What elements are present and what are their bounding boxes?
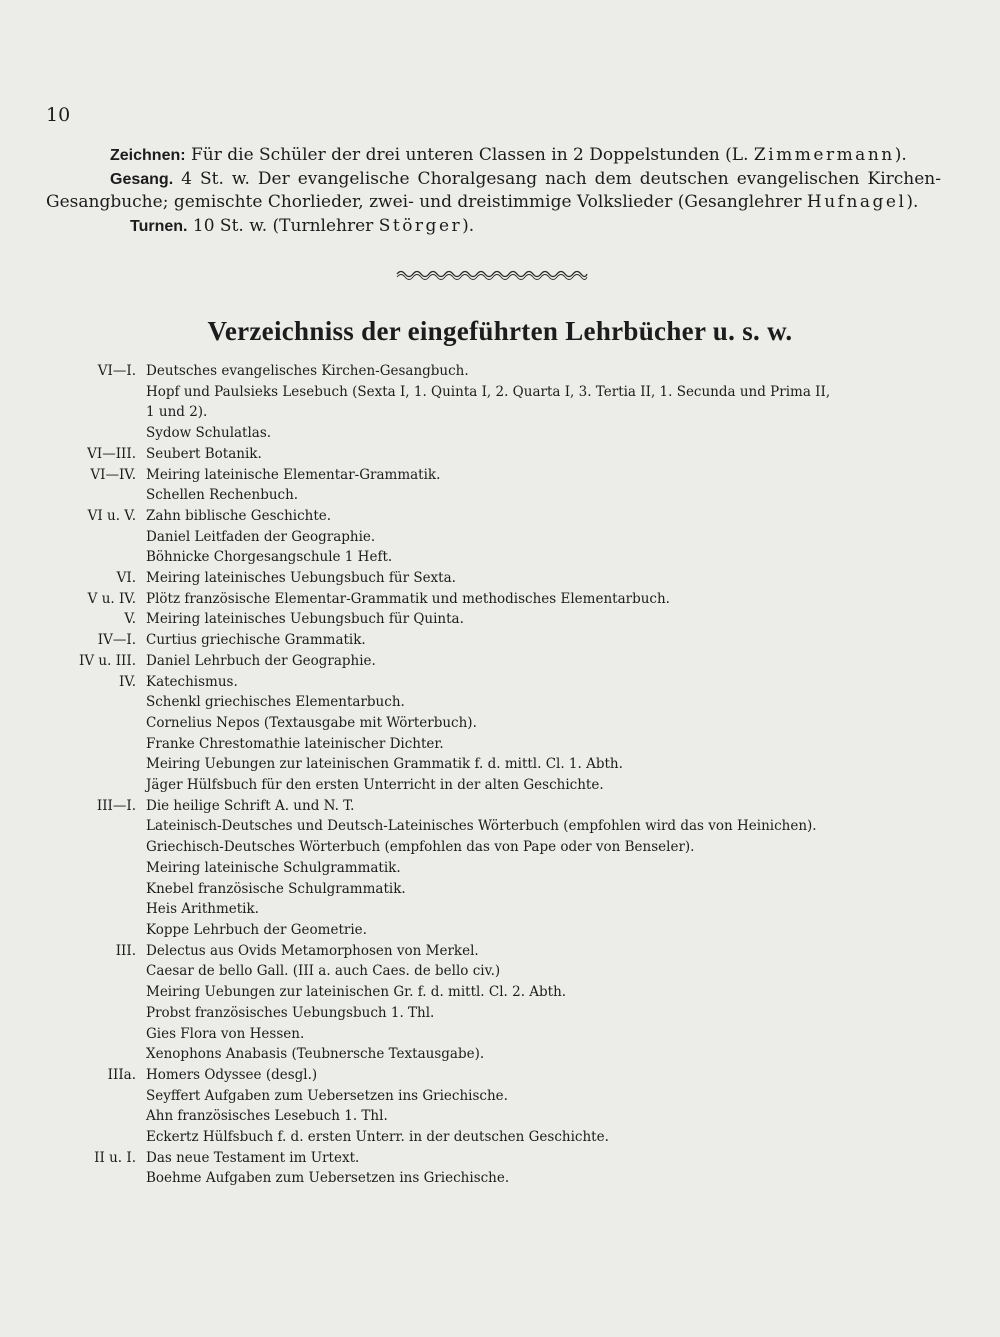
textbook-row	[46, 402, 946, 423]
teacher-zeichnen: Zimmermann	[753, 145, 895, 165]
textbook-row	[46, 1168, 946, 1189]
textbook-row	[46, 423, 946, 444]
textbook-title: Jäger Hülfsbuch für den ersten Unterricht in der alten Geschichte.	[146, 777, 604, 794]
textbook-row	[46, 527, 946, 548]
textbook-row	[46, 816, 946, 837]
textbook-title: Daniel Lehrbuch der Geographie.	[146, 652, 376, 669]
subject-close-turnen: ).	[462, 215, 475, 236]
textbook-row	[46, 1003, 946, 1024]
textbook-row	[46, 692, 946, 713]
textbook-row	[46, 982, 946, 1003]
textbook-row	[46, 1086, 946, 1107]
textbook-title: Hopf und Paulsieks Lesebuch (Sexta I, 1. Quinta I, 2. Quarta I, 3. Tertia II, 1. Secunda und Prima II,	[146, 383, 831, 400]
textbook-row	[46, 1044, 946, 1065]
textbook-row	[46, 713, 946, 734]
textbook-title: Xenophons Anabasis (Teubnersche Textausgabe).	[146, 1046, 485, 1063]
textbook-title: Zahn biblische Geschichte.	[146, 507, 332, 524]
textbook-title: Probst französisches Uebungsbuch 1. Thl.	[146, 1004, 435, 1021]
textbook-title: Plötz französische Elementar-Grammatik und methodisches Elementarbuch.	[146, 590, 670, 607]
textbook-title: Gies Flora von Hessen.	[146, 1025, 305, 1042]
class-range: VI—III.	[87, 445, 136, 462]
textbook-row	[46, 837, 946, 858]
textbook-title: Schenkl griechisches Elementarbuch.	[146, 694, 405, 711]
textbook-title: Meiring Uebungen zur lateinischen Grammatik f. d. mittl. Cl. 1. Abth.	[146, 756, 623, 773]
textbook-row	[46, 589, 946, 610]
textbook-title: Meiring lateinisches Uebungsbuch für Sexta.	[146, 570, 456, 587]
textbook-title: Eckertz Hülfsbuch f. d. ersten Unterr. in der deutschen Geschichte.	[146, 1129, 609, 1146]
textbook-list	[46, 361, 946, 1189]
subject-text-turnen: 10 St. w. (Turnlehrer	[192, 215, 374, 236]
textbook-title: Caesar de bello Gall. (III a. auch Caes. de bello civ.)	[146, 963, 501, 980]
textbook-row	[46, 754, 946, 775]
subject-gesang	[46, 168, 941, 215]
textbook-title: Das neue Testament im Urtext.	[146, 1149, 360, 1166]
textbook-row	[46, 879, 946, 900]
class-range: IV u. III.	[79, 652, 136, 669]
class-range: V u. IV.	[87, 590, 136, 607]
class-range: VI u. V.	[87, 507, 136, 524]
class-range: VI—I.	[97, 363, 136, 379]
textbook-title: Böhnicke Chorgesangschule 1 Heft.	[146, 549, 393, 566]
class-range: IV.	[118, 673, 136, 690]
textbook-row	[46, 920, 946, 941]
textbook-title: Koppe Lehrbuch der Geometrie.	[146, 921, 367, 938]
section-heading: Verzeichniss der eingeführten Lehrbücher u. s. w.	[207, 316, 793, 346]
textbook-title: Ahn französisches Lesebuch 1. Thl.	[146, 1108, 388, 1125]
textbook-title: Knebel französische Schulgrammatik.	[146, 880, 406, 897]
class-range: VI—IV.	[90, 466, 136, 483]
subject-close-gesang: ).	[906, 192, 919, 212]
textbook-row	[46, 941, 946, 962]
subjects-section	[46, 144, 941, 238]
subject-label-turnen: Turnen.	[130, 217, 188, 235]
textbook-row	[46, 1127, 946, 1148]
class-range: V.	[124, 611, 136, 628]
textbook-row	[46, 609, 946, 630]
textbook-title: Curtius griechische Grammatik.	[146, 632, 366, 649]
textbook-row	[46, 630, 946, 651]
subject-text-gesang: 4 St. w. Der evangelische Choralgesang nach dem deutschen evangelischen Kirchen-Gesangbuche; gemischte Chorlieder, zwei- und dreistimmige Volkslieder (Gesanglehrer	[46, 168, 941, 212]
subject-close-zeichnen: ).	[894, 145, 907, 165]
textbook-row	[46, 1148, 946, 1169]
textbook-row	[46, 1024, 946, 1045]
textbook-row	[46, 1065, 946, 1086]
page-number: 10	[46, 104, 71, 126]
class-range: VI.	[116, 570, 136, 587]
textbook-title: Lateinisch-Deutsches und Deutsch-Lateinisches Wörterbuch (empfohlen wird das von Heinichen).	[146, 818, 817, 835]
textbook-row	[46, 506, 946, 527]
textbook-title: Deutsches evangelisches Kirchen-Gesangbuch.	[146, 363, 469, 379]
textbook-title: 1 und 2).	[146, 404, 208, 421]
textbook-row	[46, 672, 946, 693]
textbook-row	[46, 485, 946, 506]
textbook-title: Sydow Schulatlas.	[146, 425, 272, 442]
subject-label-zeichnen: Zeichnen:	[110, 147, 186, 164]
textbook-title: Boehme Aufgaben zum Uebersetzen ins Griechische.	[146, 1170, 510, 1187]
subject-turnen	[46, 215, 941, 239]
textbook-title: Griechisch-Deutsches Wörterbuch (empfohlen das von Pape oder von Benseler).	[146, 839, 695, 856]
class-range: III.	[115, 942, 136, 959]
teacher-gesang: Hufnagel	[806, 192, 907, 212]
textbook-row	[46, 858, 946, 879]
textbook-title: Die heilige Schrift A. und N. T.	[146, 797, 355, 814]
textbook-row	[46, 465, 946, 486]
textbook-row	[46, 775, 946, 796]
class-range: III—I.	[96, 797, 136, 814]
textbook-row	[46, 796, 946, 817]
textbook-title: Schellen Rechenbuch.	[146, 487, 299, 504]
textbook-row	[46, 734, 946, 755]
textbook-row	[46, 382, 946, 403]
textbook-row	[46, 547, 946, 568]
textbook-title: Seyffert Aufgaben zum Uebersetzen ins Griechische.	[146, 1087, 508, 1104]
textbook-row	[46, 961, 946, 982]
textbook-title: Cornelius Nepos (Textausgabe mit Wörterbuch).	[146, 714, 477, 731]
class-range: IIIa.	[107, 1066, 136, 1083]
textbook-title: Katechismus.	[146, 673, 238, 690]
textbook-title: Meiring lateinische Schulgrammatik.	[146, 859, 401, 876]
wavy-divider-ornament	[395, 266, 589, 282]
teacher-turnen: Störger	[378, 215, 463, 236]
textbook-title: Meiring lateinisches Uebungsbuch für Quinta.	[146, 611, 464, 628]
textbook-row	[46, 899, 946, 920]
textbook-title: Seubert Botanik.	[146, 445, 262, 462]
subject-text-zeichnen: Für die Schüler der drei unteren Classen in 2 Doppelstunden (L.	[190, 145, 749, 165]
textbook-title: Delectus aus Ovids Metamorphosen von Merkel.	[146, 942, 479, 959]
class-range: II u. I.	[94, 1149, 136, 1166]
textbook-title: Meiring Uebungen zur lateinischen Gr. f. d. mittl. Cl. 2. Abth.	[146, 984, 567, 1001]
textbook-title: Heis Arithmetik.	[146, 901, 259, 918]
subject-label-gesang: Gesang.	[110, 170, 174, 188]
textbook-row	[46, 1106, 946, 1127]
subject-zeichnen	[46, 144, 941, 168]
textbook-row	[46, 444, 946, 465]
textbook-row	[46, 361, 946, 382]
textbook-row	[46, 651, 946, 672]
textbook-row	[46, 568, 946, 589]
textbook-title: Homers Odyssee (desgl.)	[146, 1066, 318, 1083]
textbook-title: Daniel Leitfaden der Geographie.	[146, 528, 376, 545]
textbook-title: Meiring lateinische Elementar-Grammatik.	[146, 466, 441, 483]
textbook-title: Franke Chrestomathie lateinischer Dichter.	[146, 735, 444, 752]
class-range: IV—I.	[97, 632, 136, 649]
